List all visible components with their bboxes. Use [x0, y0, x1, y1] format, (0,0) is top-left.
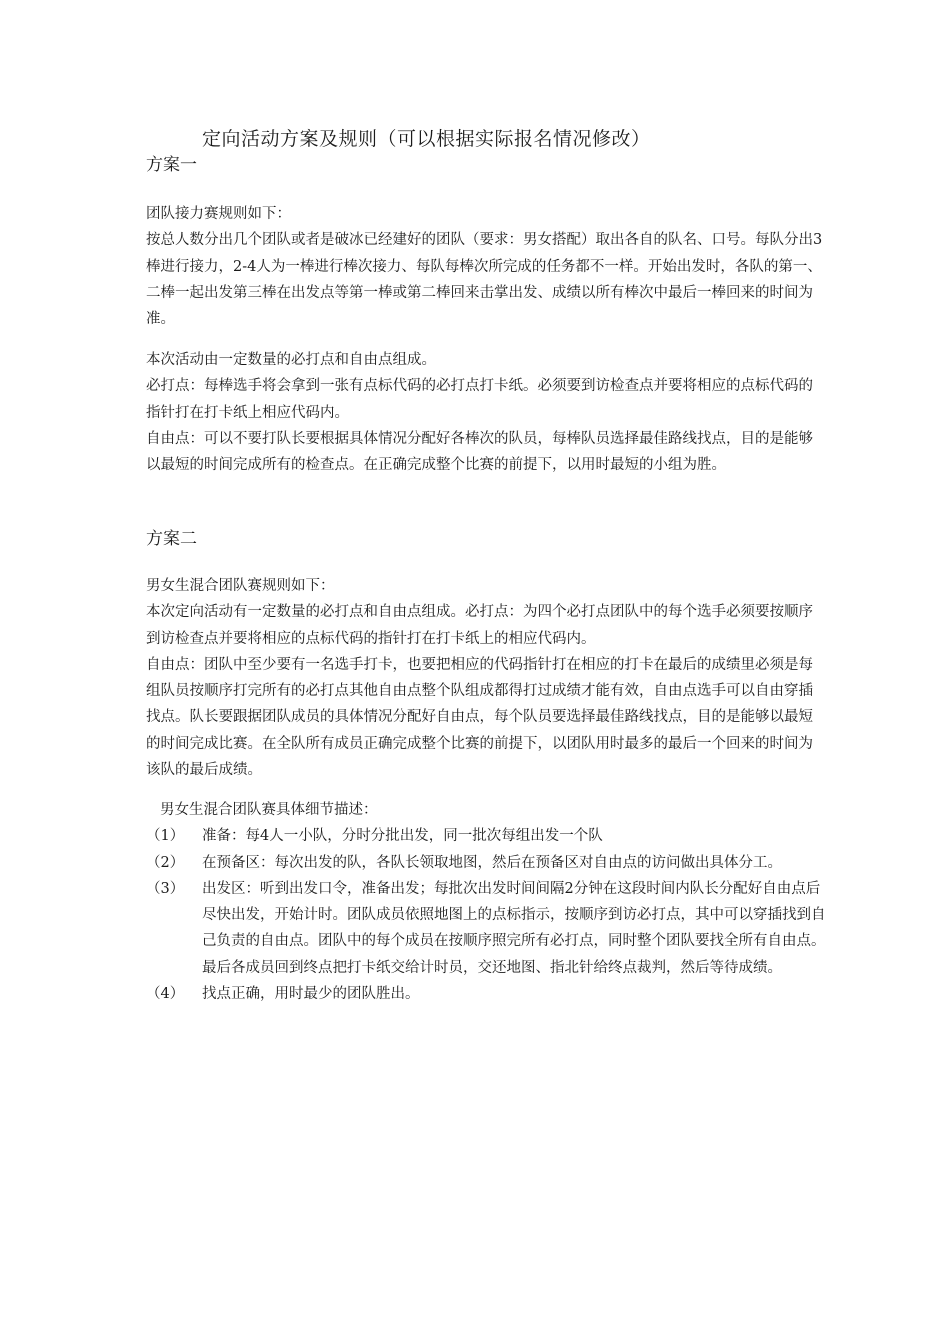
- plan1-rules-text: 按总人数分出几个团队或者是破冰已经建好的团队（要求：男女搭配）取出各自的队名、口号。每队分出3棒进行接力，2-4人为一棒进行棒次接力、每队每棒次所完成的任务都不一样。开始出发时，各队的第一、二棒一起出发第三棒在出发点等第一棒或第二棒回来击掌出发、成绩以所有棒次中最后一棒回来的时间为准。: [146, 232, 823, 328]
- detail-number: （4）: [146, 986, 185, 1003]
- document-title: 定向活动方案及规则（可以根据实际报名情况修改）: [202, 128, 651, 150]
- plan1-must-point: 必打点：每棒选手将会拿到一张有点标代码的必打点打卡纸。必须要到访检查点并要将相应的点标代码的指针打在打卡纸上相应代码内。: [146, 378, 813, 421]
- plan2-details: [146, 797, 826, 1007]
- detail-text: 在预备区：每次出发的队，各队长领取地图，然后在预备区对自由点的访问做出具体分工。: [202, 854, 782, 871]
- plan2-rules-title: 男女生混合团队赛规则如下：: [146, 578, 335, 594]
- plan1-rules-title: 团队接力赛规则如下：: [146, 206, 291, 222]
- plan2-section: [146, 573, 826, 783]
- detail-text: 出发区：听到出发口令，准备出发；每批次出发时间间隔2分钟在这段时间内队长分配好自由点后尽快出发，开始计时。团队成员依照地图上的点标指示，按顺序到访必打点，其中可以穿插找到自己负责的自由点。团队中的每个成员在按顺序照完所有必打点，同时整个团队要找全所有自由点。最后各成员回到终点把打卡纸交给计时员，交还地图、指北针给终点裁判，然后等待成绩。: [202, 880, 826, 976]
- plan2-rules-text: 本次定向活动有一定数量的必打点和自由点组成。必打点：为四个必打点团队中的每个选手必须要按顺序到访检查点并要将相应的点标代码的指针打在打卡纸上的相应代码内。: [146, 604, 813, 647]
- plan1-points-section: [146, 347, 826, 478]
- plan1-free-point: 自由点：可以不要打队长要根据具体情况分配好各棒次的队员，每棒队员选择最佳路线找点，目的是能够以最短的时间完成所有的检查点。在正确完成整个比赛的前提下，以用时最短的小组为胜。: [146, 430, 813, 474]
- detail-number: （2）: [146, 854, 185, 871]
- detail-item-4: [146, 981, 826, 1007]
- detail-text: 找点正确，用时最少的团队胜出。: [202, 986, 420, 1003]
- plan1-section: [146, 201, 826, 332]
- plan2-details-title: 男女生混合团队赛具体细节描述：: [160, 802, 378, 818]
- plan1-heading: 方案一: [146, 155, 197, 175]
- plan2-heading: 方案二: [146, 529, 197, 549]
- detail-number: （1）: [146, 828, 185, 845]
- detail-text: 准备：每4人一小队，分时分批出发，同一批次每组出发一个队: [202, 828, 603, 845]
- plan2-free-point: 自由点：团队中至少要有一名选手打卡，也要把相应的代码指针打在相应的打卡在最后的成绩里必须是每组队员按顺序打完所有的必打点其他自由点整个队组成都得打过成绩才能有效，自由点选手可以自由穿插找点。队长要跟据团队成员的具体情况分配好自由点，每个队员要选择最佳路线找点，目的是能够以最短的时间完成比赛。在全队所有成员正确完成整个比赛的前提下，以团队用时最多的最后一个回来的时间为该队的最后成绩。: [146, 656, 813, 779]
- detail-item-2: [146, 850, 826, 876]
- plan1-activity-intro: 本次活动由一定数量的必打点和自由点组成。: [146, 352, 436, 368]
- detail-item-3: [146, 876, 826, 981]
- detail-item-1: [146, 823, 826, 849]
- detail-number: （3）: [146, 880, 185, 897]
